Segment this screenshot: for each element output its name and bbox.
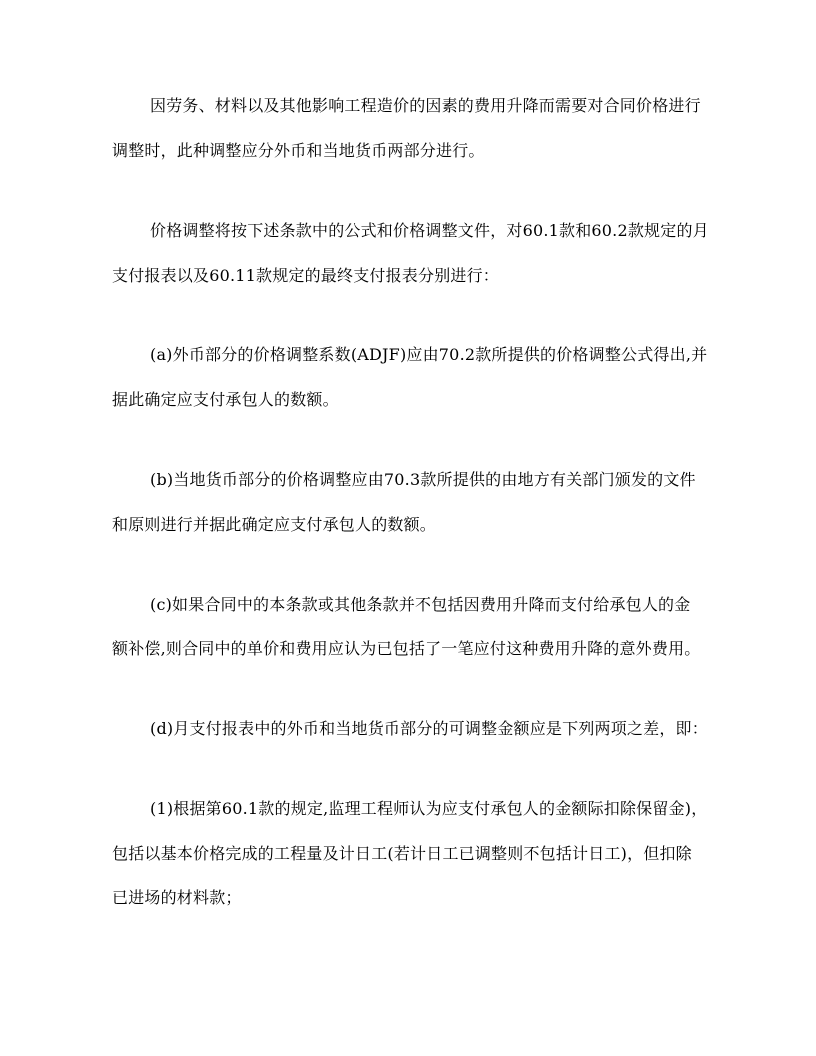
paragraph-7-line-2: 包括以基本价格完成的工程量及计日工(若计日工已调整则不包括计日工)，但扣除: [112, 844, 692, 863]
paragraph-1-line-2: 调整时，此种调整应分外币和当地货币两部分进行。: [112, 141, 485, 160]
paragraph-4-line-2: 和原则进行并据此确定应支付承包人的数额。: [112, 515, 437, 534]
paragraph-5-line-1: (c)如果合同中的本条款或其他条款并不包括因费用升降而支付给承包人的金: [150, 595, 691, 614]
paragraph-6-line-1: (d)月支付报表中的外币和当地货币部分的可调整金额应是下列两项之差，即：: [150, 719, 708, 738]
paragraph-4-line-1: (b)当地货币部分的价格调整应由70.3款所提供的由地方有关部门颁发的文件: [150, 470, 696, 489]
paragraph-1-line-1: 因劳务、材料以及其他影响工程造价的因素的费用升降而需要对合同价格进行: [150, 96, 701, 115]
paragraph-2-line-1: 价格调整将按下述条款中的公式和价格调整文件，对60.1款和60.2款规定的月: [150, 221, 709, 240]
paragraph-3-line-1: (a)外币部分的价格调整系数(ADJF)应由70.2款所提供的价格调整公式得出,并: [150, 345, 708, 364]
paragraph-5-line-2: 额补偿,则合同中的单价和费用应认为已包括了一笔应付这种费用升降的意外费用。: [112, 639, 701, 658]
paragraph-7-line-1: (1)根据第60.1款的规定,监理工程师认为应支付承包人的金额际扣除保留金)，: [150, 799, 708, 818]
paragraph-2-line-2: 支付报表以及60.11款规定的最终支付报表分别进行：: [112, 266, 500, 285]
paragraph-7-line-3: 已进场的材料款；: [112, 888, 242, 907]
paragraph-3-line-2: 据此确定应支付承包人的数额。: [112, 390, 339, 409]
